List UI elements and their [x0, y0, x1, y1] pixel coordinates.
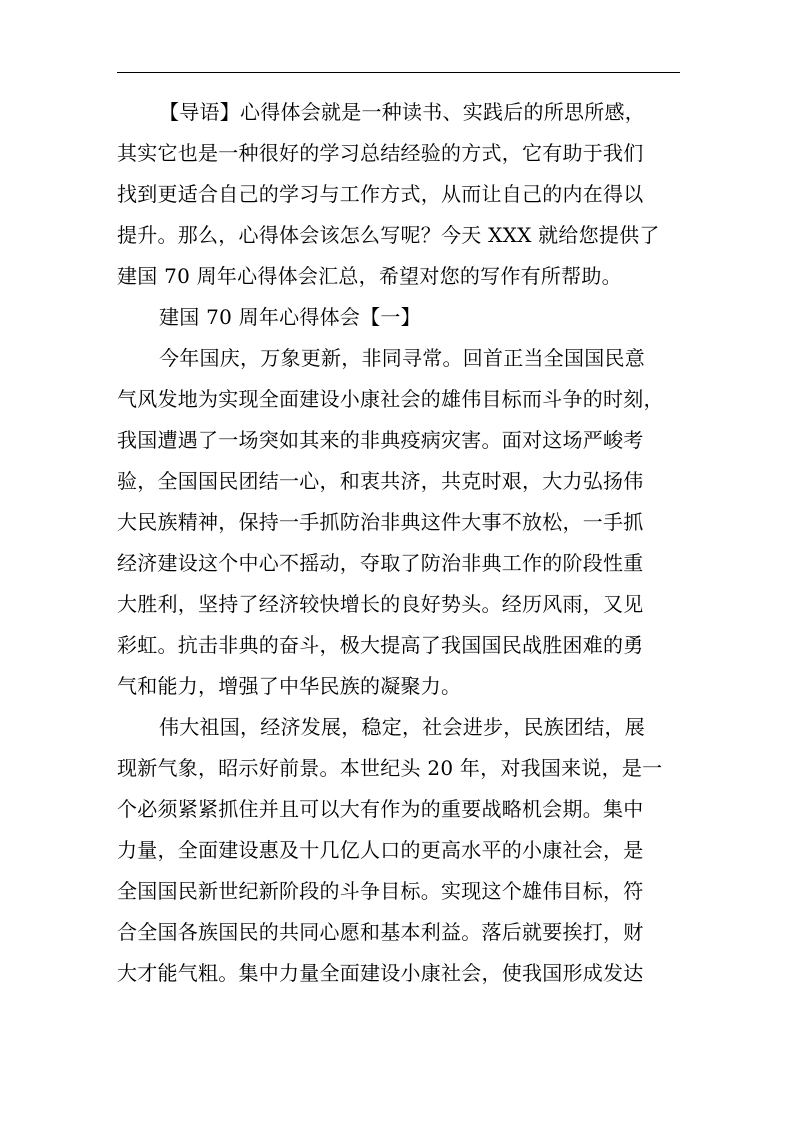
body-paragraph-1 — [117, 338, 683, 707]
text-line: 建国 70 周年心得体会汇总，希望对您的写作有所帮助。 — [117, 264, 622, 288]
text-line: 现新气象，昭示好前景。本世纪头 20 年，对我国来说，是一 — [117, 756, 663, 780]
text-line: 气和能力，增强了中华民族的凝聚力。 — [117, 674, 462, 698]
text-line: 气风发地为实现全面建设小康社会的雄伟目标而斗争的时刻， — [117, 387, 664, 411]
text-line: 找到更适合自己的学习与工作方式，从而让自己的内在得以 — [117, 182, 644, 206]
header-rule — [117, 72, 680, 73]
text-line: 验，全国国民团结一心，和衷共济，共克时艰，大力弘扬伟 — [117, 469, 644, 493]
text-line: 其实它也是一种很好的学习总结经验的方式，它有助于我们 — [117, 141, 644, 165]
text-line: 今年国庆，万象更新，非同寻常。回首正当全国国民意 — [159, 346, 645, 370]
body-paragraph-2 — [117, 707, 683, 994]
text-line: 【导语】心得体会就是一种读书、实践后的所思所感， — [159, 100, 645, 124]
text-line: 提升。那么，心得体会该怎么写呢？今天 XXX 就给您提供了 — [117, 223, 660, 247]
text-line: 个必须紧紧抓住并且可以大有作为的重要战略机会期。集中 — [117, 797, 644, 821]
document-body — [117, 92, 683, 994]
text-line: 大民族精神，保持一手抓防治非典这件大事不放松，一手抓 — [117, 510, 644, 534]
text-line: 力量，全面建设惠及十几亿人口的更高水平的小康社会，是 — [117, 838, 644, 862]
text-line: 大胜利，坚持了经济较快增长的良好势头。经历风雨，又见 — [117, 592, 644, 616]
text-line: 经济建设这个中心不摇动，夺取了防治非典工作的阶段性重 — [117, 551, 644, 575]
text-line: 彩虹。抗击非典的奋斗，极大提高了我国国民战胜困难的勇 — [117, 633, 644, 657]
text-line: 我国遭遇了一场突如其来的非典疫病灾害。面对这场严峻考 — [117, 428, 644, 452]
text-line: 大才能气粗。集中力量全面建设小康社会，使我国形成发达 — [117, 961, 644, 985]
text-line: 伟大祖国，经济发展，稳定，社会进步，民族团结，展 — [159, 715, 645, 739]
text-line: 合全国各族国民的共同心愿和基本利益。落后就要挨打，财 — [117, 920, 644, 944]
section-title: 建国 70 周年心得体会【一】 — [159, 305, 421, 329]
text-line: 全国国民新世纪新阶段的斗争目标。实现这个雄伟目标，符 — [117, 879, 644, 903]
intro-paragraph — [117, 92, 683, 297]
